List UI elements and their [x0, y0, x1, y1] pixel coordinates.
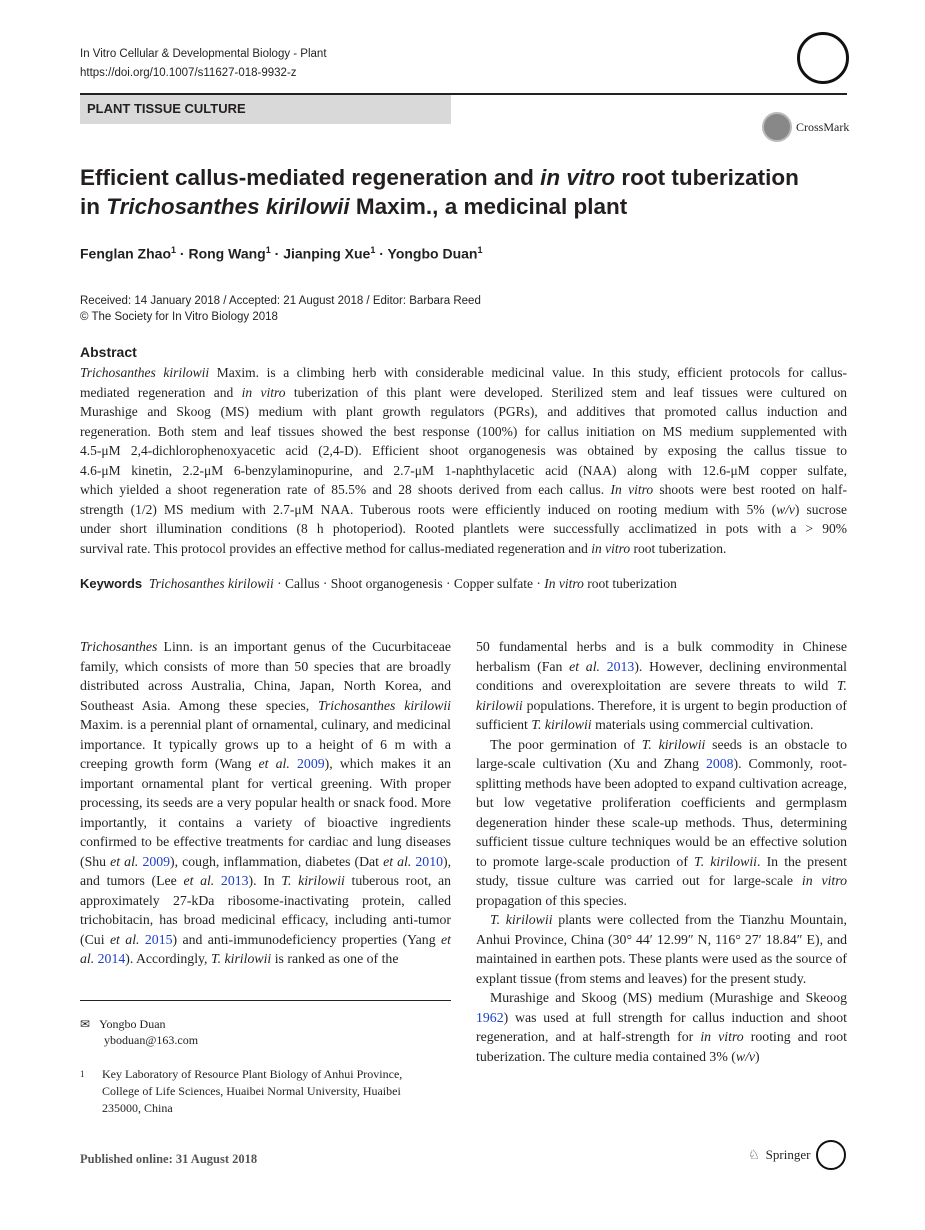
publisher-logo: [748, 1140, 846, 1170]
text-run: Trichosanthes: [80, 639, 158, 654]
text-run: materials using commercial cultivation.: [591, 717, 814, 732]
text-run: in vitro: [591, 540, 631, 556]
text-run: in vitro: [241, 384, 286, 400]
text-run: 4.6-μM kinetin, 2.2-μM 6-benzylaminopurine, and 2.7-μM 1-naphthylacetic acid (NAA) along with 12.6-μM copper sulfate,: [80, 462, 847, 478]
text-run: T. kirilowii: [281, 873, 345, 888]
text-run: T. kirilowii: [694, 853, 758, 869]
author-name[interactable]: Yongbo Duan: [387, 245, 478, 262]
text-run: Copper sulfate: [453, 576, 534, 591]
text-run: Trichosanthes kirilowii: [148, 576, 274, 591]
crossmark-button[interactable]: [762, 112, 849, 142]
text-run: ). Commonly, root-splitting methods have been adopted to expand cultivation acreage, but low vegetative proliferation coefficients and germplasm degeneration hinder these scale-up methods. Thus, determining sufficient tissue culture techniques would be an effective solution to promote large-scale production of: [476, 756, 847, 869]
text-run: is ranked as one of the: [271, 951, 399, 966]
text-run: et al.: [258, 756, 290, 771]
author-list: Fenglan Zhao$^1$ · Rong Wang$^1$ · Jianping Xue$^1$ · Yongbo Duan$^1$: [80, 245, 483, 262]
text-run: populations. Therefore, it is urgent to begin production of sufficient: [476, 697, 847, 732]
text-run: Trichosanthes kirilowii: [317, 697, 451, 713]
springer-horse-icon: ♘: [748, 1147, 760, 1162]
citation-link[interactable]: 2013: [606, 658, 635, 674]
body-paragraph: [476, 910, 847, 988]
text-run: survival rate. This protocol provides an effective method for callus-mediated regeneration and: [80, 540, 592, 556]
abstract-line: [80, 422, 847, 442]
affiliation-text: Key Laboratory of Resource Plant Biology of Anhui Province, College of Life Sciences, Huaibei Normal University, Huaibei 235000, China: [102, 1067, 403, 1115]
text-run: regeneration. Both stem and leaf tissues showed the best response (100%) for callus initiation on MS medium supplemented with: [80, 423, 847, 439]
keyword: [454, 576, 533, 591]
text-run: propagation of this species.: [476, 892, 627, 908]
text-run: et al.: [109, 931, 140, 947]
text-run: et al.: [80, 931, 451, 966]
publisher-name: Springer: [765, 1147, 811, 1162]
text-run: T. kirilowii: [531, 717, 592, 732]
text-run: in vitro: [540, 165, 616, 190]
citation-link[interactable]: 2015: [144, 931, 173, 947]
keyword: [331, 576, 443, 591]
citation-link[interactable]: 2009: [142, 853, 171, 869]
abstract-heading: Abstract: [80, 344, 137, 360]
keywords: [80, 576, 677, 592]
text-run: [214, 873, 221, 888]
citation-link[interactable]: 2013: [220, 873, 249, 888]
text-run: ), cough, inflammation, diabetes (Dat: [170, 853, 384, 869]
text-run: ). In: [248, 873, 282, 888]
author-name[interactable]: Rong Wang: [188, 245, 266, 262]
author-name[interactable]: Fenglan Zhao: [80, 245, 171, 262]
text-run: 4.5-μM 2,4-dichlorophenoxyacetic acid (2,4-D). Efficient shoot organogenesis was obtained by exposing the callus tissue to: [80, 443, 847, 458]
text-run: in vitro: [700, 1029, 744, 1044]
text-run: ), which makes it an important ornamental plant for vertical greening. With proper processing, its seeds are a very popular health or snack food. More importantly, it contains a variety of bioactive ingredients confirmed to be effective treatments for cardiac and lung diseases (Shu: [80, 756, 451, 869]
corresponding-author: [80, 1016, 198, 1048]
keywords-label: Keywords: [80, 576, 143, 591]
citation-link[interactable]: 2008: [705, 756, 734, 771]
citation-link[interactable]: 2010: [415, 853, 443, 869]
text-run: root tuberization: [583, 576, 677, 591]
abstract-line: [80, 383, 847, 403]
text-run: Callus: [285, 576, 320, 591]
society-logo-icon: [797, 32, 849, 84]
text-run: et al.: [183, 873, 215, 888]
abstract-line: [80, 402, 847, 422]
text-run: root tuberization.: [630, 540, 727, 556]
text-run: Efficient callus-mediated regeneration and: [80, 165, 541, 190]
body-paragraph: [476, 735, 847, 911]
abstract-line: [80, 480, 847, 500]
text-run: ) sucrose: [794, 501, 848, 517]
text-run: in: [80, 194, 107, 219]
text-run: ), and tumors (Lee: [80, 853, 452, 888]
corresponding-name: Yongbo Duan: [99, 1017, 166, 1031]
paper-title: [80, 163, 840, 221]
text-run: et al.: [383, 853, 412, 869]
keyword: [149, 576, 274, 591]
email-icon: ✉: [80, 1017, 91, 1031]
abstract-line: [80, 441, 847, 461]
text-run: mediated regeneration and: [80, 384, 242, 400]
keyword: [544, 576, 677, 591]
abstract-line: [80, 461, 847, 481]
text-run: T. kirilowii: [210, 951, 272, 966]
citation-link[interactable]: 2009: [297, 756, 325, 771]
text-run: . In the present study, tissue culture was carried out for large-scale: [476, 853, 848, 888]
article-dates: [80, 293, 481, 325]
society-seal-icon: [816, 1140, 846, 1170]
body-paragraph: [476, 637, 847, 735]
crossmark-icon: [762, 112, 792, 142]
author-affiliation-mark: 1: [265, 245, 271, 255]
text-run: T. kirilowii: [490, 912, 553, 927]
text-run: Murashige and Skoog (MS) medium (Murashige and Skeoog: [490, 990, 847, 1005]
text-run: which yielded a shoot regeneration rate of 85.5% and 28 shoots derived from each callus.: [80, 482, 611, 497]
text-run: The poor germination of: [490, 736, 642, 752]
body-column-right: [476, 637, 847, 1066]
text-run: in vitro: [801, 873, 847, 888]
keyword: [285, 576, 320, 591]
text-run: Maxim. is a perennial plant of ornamental, culinary, and medicinal importance. It typically grows up to a height of 6 m with a creeping growth form (Wang: [80, 717, 451, 771]
text-run: root tuberization: [615, 165, 799, 190]
text-run: In vitro: [610, 482, 654, 497]
text-run: [290, 756, 297, 771]
text-run: tuberous root, an approximately 27-kDa ribosome-inactivating protein, called trichobitacin, has broad medicinal efficacy, including anti-tumor (Cui: [80, 873, 452, 947]
text-run: w/v: [776, 501, 795, 517]
text-run: Trichosanthes kirilowii: [106, 194, 350, 219]
text-run: et al.: [569, 658, 600, 674]
text-run: Maxim., a medicinal plant: [349, 194, 628, 219]
text-run: et al.: [110, 853, 139, 869]
journal-header: [80, 45, 327, 83]
body-column-left: [80, 637, 451, 969]
published-date: Published online: 31 August 2018: [80, 1152, 258, 1166]
body-paragraph: [80, 637, 451, 969]
text-run: ). Accordingly,: [125, 951, 211, 966]
text-run: ) was used at full strength for callus induction and shoot regeneration, and at half-strength for: [476, 1009, 847, 1044]
text-run: Maxim. is a climbing herb with considerable medicinal value. In this study, efficient protocols for callus-: [209, 365, 848, 380]
copyright-icon: ©: [80, 311, 89, 323]
text-run: ). However, declining environmental conditions and overexploitation are severe threats to wild: [476, 658, 847, 693]
corresponding-email[interactable]: yboduan@163.com: [104, 1033, 199, 1047]
copyright-text: The Society for In Vitro Biology 2018: [91, 311, 278, 323]
text-run: ) and anti-immunodeficiency properties (Yang: [172, 931, 442, 947]
body-paragraph: [476, 988, 847, 1066]
text-run: Shoot organogenesis: [330, 576, 443, 591]
text-run: plants were collected from the Tianzhu Mountain, Anhui Province, China (30° 44′ 12.99″ N, 116° 27′ 18.84″ E), and maintained in earthen pots. These plants were used as the source of explant tissue (from stems and leaves) for the present study.: [476, 912, 847, 986]
abstract-text: [80, 363, 847, 558]
abstract-line: [80, 519, 847, 539]
text-run: shoots were best rooted on half-: [653, 482, 847, 497]
text-run: strength (1/2) MS medium with 2.7-μM NAA. Tuberous roots were efficiently induced on rooting medium with 5% (: [80, 501, 777, 517]
text-run: w/v: [735, 1048, 756, 1064]
text-run: tuberization of this plant were developed. Sterilized stem and leaf tissues were cultured on: [285, 384, 848, 400]
author-affiliation-mark: 1: [477, 245, 483, 255]
text-run: T. kirilowii: [641, 736, 706, 752]
text-run: Linn. is an important genus of the Cucurbitaceae family, which consists of more than 50 species that are broadly distributed across Australia, China, Japan, North Korea, and Southeast Asia. Among these species,: [80, 639, 451, 713]
affiliation: [80, 1066, 451, 1117]
footnote-rule: [80, 1000, 451, 1001]
journal-name: In Vitro Cellular & Developmental Biology - Plant: [80, 48, 327, 60]
citation-link[interactable]: 1962: [476, 1009, 504, 1025]
text-run: In vitro: [544, 576, 584, 591]
citation-link[interactable]: 2014: [97, 951, 126, 966]
affiliation-number: 1: [80, 1069, 85, 1079]
text-run: [600, 659, 607, 674]
text-run: 50 fundamental herbs and is a bulk commodity in Chinese herbalism (Fan: [476, 639, 847, 674]
keyword-list: Trichosanthes kirilowii · Callus · Shoot organogenesis · Copper sulfate · In vitro root tuberization: [148, 576, 677, 591]
crossmark-label: CrossMark: [796, 119, 850, 134]
text-run: ): [755, 1048, 760, 1064]
abstract-line: [80, 363, 847, 383]
text-run: under short illumination conditions (8 h photoperiod). Rooted plantlets were successfully acclimatized in pots with a > 90%: [80, 521, 847, 536]
abstract-line: [80, 500, 847, 520]
dates-line: Received: 14 January 2018 / Accepted: 21 August 2018 / Editor: Barbara Reed: [80, 295, 481, 307]
section-label: PLANT TISSUE CULTURE: [80, 95, 451, 124]
text-run: T. kirilowii: [476, 678, 847, 713]
doi-link[interactable]: https://doi.org/10.1007/s11627-018-9932-z: [80, 67, 297, 79]
text-run: rooting and root tuberization. The culture media contained 3% (: [476, 1029, 847, 1064]
abstract-line: [80, 539, 847, 559]
author-affiliation-mark: 1: [370, 245, 376, 255]
text-run: Trichosanthes kirilowii: [80, 365, 210, 380]
author-affiliation-mark: 1: [171, 245, 177, 255]
text-run: seeds is an obstacle to large-scale cultivation (Xu and Zhang: [476, 736, 847, 771]
text-run: Murashige and Skoog (MS) medium with plant growth regulators (PGRs), and additives that promoted callus induction and: [80, 404, 847, 419]
author-name[interactable]: Jianping Xue: [283, 245, 371, 262]
